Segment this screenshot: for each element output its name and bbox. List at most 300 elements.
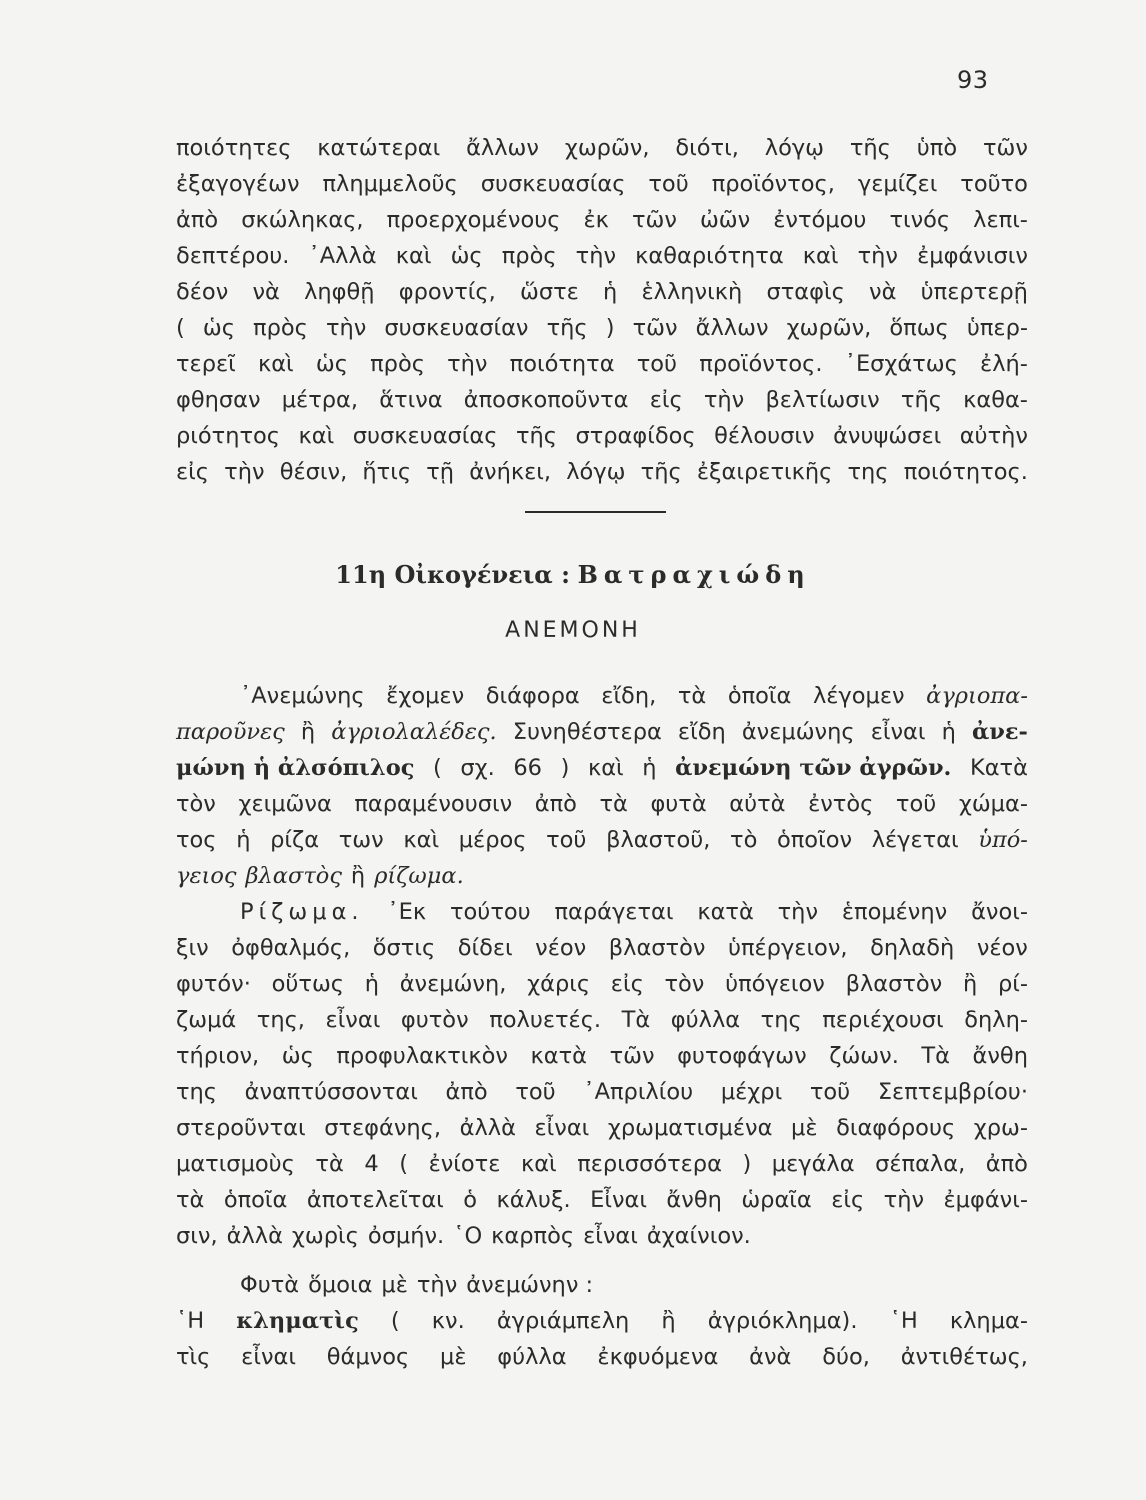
word: καὶ — [298, 423, 335, 449]
word: ) — [742, 1151, 752, 1177]
text-line — [176, 894, 1028, 930]
word: τοῦ — [636, 351, 678, 377]
word: ἔχομεν — [386, 683, 465, 709]
word: ᾿Απριλίου — [583, 1079, 694, 1105]
word: της — [760, 1007, 802, 1033]
paragraph-1 — [176, 130, 1028, 490]
word: ἐντόμου — [773, 207, 867, 233]
word: νὰ — [869, 279, 897, 305]
word: οὕτως — [271, 971, 345, 997]
word: ἀνήκει, — [469, 459, 552, 485]
word: εἴδη, — [601, 683, 657, 709]
section-title: ΑΝΕΜΟΝΗ — [505, 618, 641, 643]
word: τῇ — [426, 459, 455, 485]
word: ὁποῖα — [223, 1187, 288, 1213]
word: νὰ — [252, 279, 280, 305]
word: θάμνος — [326, 1344, 410, 1370]
word: ὑπερ- — [966, 315, 1028, 341]
word: Ρίζωμα. — [240, 899, 364, 925]
word: σταφὶς — [766, 279, 845, 305]
text-line — [176, 930, 1028, 966]
word: φροντίς, — [398, 279, 496, 305]
word: Τὰ — [621, 1007, 651, 1033]
family-name: Βατραχιώδη — [577, 560, 811, 589]
word: προφυλακτικὸν — [336, 1043, 508, 1069]
word: φυτοφάγων — [677, 1043, 807, 1069]
word: ὥστε — [519, 279, 579, 305]
word: καὶ — [520, 1151, 557, 1177]
word: τὰ — [599, 791, 628, 817]
word: καὶ — [802, 243, 839, 269]
word: ὡς — [202, 315, 235, 341]
word: ρίζωμα. — [374, 863, 464, 889]
word: ἀπὸ — [534, 791, 577, 817]
word: τήριον, — [176, 1043, 260, 1069]
word: διαφόρους — [836, 1115, 956, 1141]
word: ἢ — [661, 1308, 676, 1334]
word: ὅστις — [372, 935, 436, 961]
text-line — [176, 202, 1028, 238]
word: θέσιν, — [279, 459, 348, 485]
word: ἀγριόκλημα). — [707, 1308, 858, 1334]
word: ἡ — [364, 971, 379, 997]
word: φύλλα — [670, 1007, 741, 1033]
word: ἀνεμώνη, — [399, 971, 507, 997]
text-line — [176, 1267, 1028, 1303]
word: ἀπὸ — [445, 1079, 488, 1105]
word: χάρις — [527, 971, 591, 997]
word: προϊόντος, — [711, 171, 835, 197]
word: ὑπέργειον, — [727, 935, 848, 961]
word: ἐξαγογέων — [176, 171, 300, 197]
word: στραφίδος — [575, 423, 696, 449]
word: εἰς — [831, 1187, 865, 1213]
word: ὡς — [315, 351, 348, 377]
text-line — [176, 310, 1028, 346]
word: λόγῳ — [566, 459, 626, 485]
word: τοῦ — [648, 171, 689, 197]
word: μὲ — [381, 1272, 408, 1298]
word: ποιότητος. — [903, 459, 1028, 485]
word: ( — [176, 315, 185, 341]
word: ὡραῖα — [741, 1187, 812, 1213]
word: ὀσμήν. — [367, 1223, 445, 1249]
word: τὶς — [176, 1344, 211, 1370]
word: διότι, — [675, 135, 739, 161]
word: ᾿Αλλὰ — [308, 243, 377, 269]
word: ᾿Εσχάτως — [844, 351, 958, 377]
word: ὑπὸ — [916, 135, 958, 161]
word: ἀνεμώνην : — [466, 1272, 594, 1298]
word: ἅτινα — [379, 387, 443, 413]
word: καρπὸς — [491, 1223, 575, 1249]
word: μώνη ἡ ἀλσόπιλος — [176, 755, 415, 781]
word: ἀπὸ — [985, 1151, 1028, 1177]
word: τῆς — [849, 135, 891, 161]
word: θέλουσιν — [714, 423, 815, 449]
word: τῆς — [546, 315, 588, 341]
word: ) — [560, 755, 570, 781]
word: στεροῦνται — [176, 1115, 306, 1141]
word: ἀντιθέτως, — [900, 1344, 1028, 1370]
word: κατὰ — [697, 899, 754, 925]
word: χώμα- — [958, 791, 1028, 817]
word: ὑπό- — [978, 827, 1028, 853]
word: τὴν — [777, 899, 819, 925]
word: ληφθῇ — [304, 279, 375, 305]
word: ριότητος — [176, 423, 280, 449]
word: καθα- — [963, 387, 1028, 413]
word: λέγεται — [871, 827, 959, 853]
word: τὰ — [677, 683, 707, 709]
word: ζώων. — [829, 1043, 899, 1069]
word: τὸ — [730, 827, 758, 853]
word: πρὸς — [370, 351, 425, 377]
word: ὅμοια — [308, 1272, 373, 1298]
text-line — [176, 382, 1028, 418]
word: τερεῖ — [176, 351, 236, 377]
word: περισσότερα — [577, 1151, 722, 1177]
word: ) — [605, 315, 615, 341]
word: φύλλα — [497, 1344, 567, 1370]
word: ὠῶν — [699, 207, 751, 233]
word: ἀχαίνιον. — [646, 1223, 751, 1249]
word: βελτίωσιν — [765, 387, 880, 413]
word: νέον — [976, 935, 1028, 961]
word: μὲ — [440, 1344, 467, 1370]
word: τὴν — [857, 243, 898, 269]
word: ἐξαιρετικῆς — [696, 459, 833, 485]
word: σέπαλα, — [875, 1151, 966, 1177]
word: βλαστοῦ, — [606, 827, 711, 853]
word: κν. — [431, 1308, 465, 1334]
word: ἀποτελεῖται — [306, 1187, 444, 1213]
word: εἶναι — [534, 1115, 590, 1141]
text-line — [176, 1074, 1028, 1110]
word: ὡς — [281, 1043, 314, 1069]
text-line — [176, 1303, 1028, 1339]
word: ἄνθη — [972, 1043, 1028, 1069]
word: τὸν — [664, 971, 705, 997]
word: ἐλή- — [980, 351, 1028, 377]
word: Τὰ — [921, 1043, 950, 1069]
word: εἰς — [649, 387, 683, 413]
word: της — [847, 459, 889, 485]
word: τὴν — [416, 1272, 458, 1298]
family-heading — [0, 560, 1146, 589]
word: σκώληκας, — [241, 207, 364, 233]
word: ποιότητες — [176, 135, 292, 161]
word: εἶναι — [870, 719, 926, 745]
word: 66 — [513, 755, 542, 781]
word: ρί- — [997, 971, 1028, 997]
word: ποιότητα — [509, 351, 615, 377]
word: της — [176, 1079, 218, 1105]
word: τῶν — [631, 207, 677, 233]
word: κατὰ — [530, 1043, 588, 1069]
word: Σεπτεμβρίου· — [877, 1079, 1028, 1105]
word: ἐμφάνι- — [943, 1187, 1028, 1213]
word: ὅπως — [889, 315, 949, 341]
word: αὐτὴν — [959, 423, 1028, 449]
word: ἥτις — [362, 459, 412, 485]
word: ( — [399, 1151, 409, 1177]
word: τὴν — [703, 387, 745, 413]
word: ἑπομένην — [841, 899, 948, 925]
word: καθαριότητα — [635, 243, 784, 269]
word: τῶν — [982, 135, 1028, 161]
word: χειμῶνα — [238, 791, 332, 817]
word: στεφάνης, — [324, 1115, 442, 1141]
word: ἄλλων — [466, 135, 539, 161]
word: ἀνεμώνης — [741, 719, 855, 745]
text-line — [176, 346, 1028, 382]
word: τῆς — [640, 459, 682, 485]
word: τὰ — [315, 1151, 344, 1177]
word: ἐντὸς — [808, 791, 874, 817]
word: ἢ — [350, 863, 366, 889]
word: ῾Ο — [453, 1223, 483, 1249]
word: ὑπερτερῇ — [920, 279, 1028, 305]
word: ὁ — [463, 1187, 478, 1213]
word: χρωματισμένα — [607, 1115, 773, 1141]
word: δίδει — [457, 935, 513, 961]
word: τῆς — [900, 387, 942, 413]
word: ἐκφυόμενα — [597, 1344, 719, 1370]
text-line — [176, 1182, 1028, 1218]
word: νέον — [535, 935, 587, 961]
word: τοῦ — [895, 791, 937, 817]
word: ( — [390, 1308, 400, 1334]
word: τοῦτο — [960, 171, 1028, 197]
word: ἑλληνικὴ — [641, 279, 743, 305]
word: ματισμοὺς — [176, 1151, 295, 1177]
word: συσκευασίας — [352, 423, 498, 449]
word: πρὸς — [253, 315, 308, 341]
word: εἶναι — [241, 1344, 296, 1370]
text-line — [176, 1110, 1028, 1146]
word: Κατὰ — [969, 755, 1028, 781]
section-divider — [525, 511, 666, 513]
word: τινός — [889, 207, 951, 233]
word: ἀγριολαλέδες. — [331, 719, 497, 745]
word: εἶναι — [325, 1007, 381, 1033]
word: λόγῳ — [764, 135, 824, 161]
word: ἀνε- — [971, 719, 1028, 745]
word: χωρὶς — [291, 1223, 359, 1249]
word: φυτόν· — [176, 971, 251, 997]
text-line — [176, 714, 1028, 750]
word: της, — [256, 1007, 305, 1033]
word: χωρῶν, — [786, 315, 872, 341]
word: ζωμά — [176, 1007, 237, 1033]
word: βλαστὸν — [608, 935, 706, 961]
word: ὁποῖα — [727, 683, 792, 709]
word: παραμένουσιν — [354, 791, 513, 817]
paragraph-2 — [176, 678, 1028, 1254]
word: πλημμελοῦς — [322, 171, 458, 197]
word: εἶναι — [583, 1223, 638, 1249]
word: ( — [433, 755, 442, 781]
word: ἀλλὰ — [459, 1115, 516, 1141]
word: αὐτὰ — [729, 791, 786, 817]
word: τὰ — [176, 1187, 205, 1213]
word: ἢ — [300, 719, 316, 745]
word: ὡς — [450, 243, 483, 269]
word: ἄλλων — [695, 315, 769, 341]
word: γεμίζει — [857, 171, 938, 197]
word: λέγομεν — [812, 683, 905, 709]
word: δέον — [176, 279, 229, 305]
word: σχ. — [460, 755, 495, 781]
word: ἐμφάνισιν — [917, 243, 1028, 269]
word: ῾Η — [889, 1308, 918, 1334]
text-line — [176, 130, 1028, 166]
text-line — [176, 858, 1028, 894]
word: ὀφθαλμός, — [231, 935, 351, 961]
word: 4 — [364, 1151, 379, 1177]
word: εἰς — [176, 459, 209, 485]
word: καὶ — [257, 351, 294, 377]
word: ἡ — [941, 719, 956, 745]
text-line — [176, 1146, 1028, 1182]
text-line — [176, 750, 1028, 786]
word: ἀποσκοποῦντα — [463, 387, 629, 413]
word: Εἶναι — [590, 1187, 647, 1213]
word: τος — [176, 827, 217, 853]
text-line — [176, 1038, 1028, 1074]
text-line — [176, 166, 1028, 202]
word: χρω- — [973, 1115, 1028, 1141]
text-line — [176, 238, 1028, 274]
word: δηλαδὴ — [870, 935, 955, 961]
word: τὴν — [325, 315, 367, 341]
word: τὸν — [176, 791, 216, 817]
word: φθησαν — [176, 387, 261, 413]
word: εἴδη — [677, 719, 726, 745]
word: κάλυξ. — [496, 1187, 571, 1213]
word: ἡ — [642, 755, 657, 781]
word: εἰς — [610, 971, 644, 997]
word: παράγεται — [554, 899, 674, 925]
word: τοῦ — [515, 1079, 556, 1105]
text-line — [176, 966, 1028, 1002]
word: πολυετές. — [489, 1007, 602, 1033]
word: πρὸς — [501, 243, 557, 269]
word: δύο, — [822, 1344, 870, 1370]
word: ἀγριάμπελη — [496, 1308, 630, 1334]
word: φυτὰ — [650, 791, 707, 817]
text-line — [176, 786, 1028, 822]
word: ᾿Εκ — [387, 899, 427, 925]
word: βλαστὸς — [245, 863, 342, 889]
word: φυτὸν — [400, 1007, 469, 1033]
word: μέρος — [458, 827, 527, 853]
word: ᾿Ανεμώνης — [240, 683, 365, 709]
word: ἀνεμώνη τῶν ἀγρῶν. — [675, 755, 952, 781]
word: σιν, — [176, 1223, 218, 1249]
word: ἀναπτύσσονται — [244, 1079, 418, 1105]
word: τὴν — [575, 243, 617, 269]
text-line — [176, 1218, 1028, 1254]
word: ἀγριοπα- — [926, 683, 1028, 709]
word: τὴν — [447, 351, 488, 377]
word: δεπτέρου. — [176, 243, 290, 269]
word: ξιν — [176, 935, 209, 961]
word: ὁποῖον — [777, 827, 853, 853]
word: περιέχουσι — [822, 1007, 944, 1033]
word: καὶ — [587, 755, 624, 781]
word: Φυτὰ — [240, 1272, 300, 1298]
text-line — [176, 822, 1028, 858]
word: χωρῶν, — [564, 135, 650, 161]
word: ἄνοι- — [971, 899, 1028, 925]
text-line — [176, 274, 1028, 310]
word: μεγάλα — [771, 1151, 855, 1177]
word: συσκευασίαν — [384, 315, 529, 341]
text-line — [176, 1339, 1028, 1375]
word: συσκευασίας — [480, 171, 626, 197]
text-line — [176, 454, 1028, 490]
word: ἐνίοτε — [428, 1151, 501, 1177]
family-label: 11η Οἰκογένεια : — [335, 560, 570, 589]
word: των — [338, 827, 384, 853]
word: μέτρα, — [281, 387, 359, 413]
word: τοῦ — [546, 827, 587, 853]
text-line — [176, 418, 1028, 454]
page-number: 93 — [957, 66, 989, 94]
word: προερχομένους — [386, 207, 561, 233]
word: κλημα- — [949, 1308, 1028, 1334]
word: τούτου — [449, 899, 531, 925]
word: μέχρι — [720, 1079, 783, 1105]
word: ἢ — [962, 971, 978, 997]
word: γειος — [176, 863, 237, 889]
word: βλαστὸν — [845, 971, 943, 997]
word: τοῦ — [809, 1079, 851, 1105]
word: κατώτεραι — [317, 135, 441, 161]
paragraph-3 — [176, 1267, 1028, 1375]
word: ἀλλὰ — [226, 1223, 283, 1249]
word: ἀνὰ — [749, 1344, 792, 1370]
word: τὴν — [224, 459, 265, 485]
word: ἀνυψώσει — [833, 423, 942, 449]
text-line — [176, 678, 1028, 714]
word: ἄνθη — [666, 1187, 722, 1213]
word: τῶν — [609, 1043, 655, 1069]
word: ἀπὸ — [176, 207, 219, 233]
word: παρoῦνες — [176, 719, 285, 745]
word: ἐκ — [583, 207, 609, 233]
word: ῾Η — [176, 1308, 205, 1334]
word: λεπι- — [973, 207, 1028, 233]
word: τῆς — [515, 423, 557, 449]
word: τὴν — [883, 1187, 925, 1213]
word: δηλη- — [964, 1007, 1028, 1033]
word: μὲ — [791, 1115, 818, 1141]
word: κληματὶς — [236, 1308, 359, 1334]
word: καὶ — [403, 827, 440, 853]
word: Συνηθέστερα — [512, 719, 662, 745]
word: τῶν — [632, 315, 678, 341]
word: ρίζα — [270, 827, 320, 853]
word: ὑπόγειον — [725, 971, 825, 997]
word: ἡ — [603, 279, 618, 305]
word: καὶ — [395, 243, 432, 269]
word: διάφορα — [485, 683, 580, 709]
text-line — [176, 1002, 1028, 1038]
word: προϊόντος. — [699, 351, 823, 377]
